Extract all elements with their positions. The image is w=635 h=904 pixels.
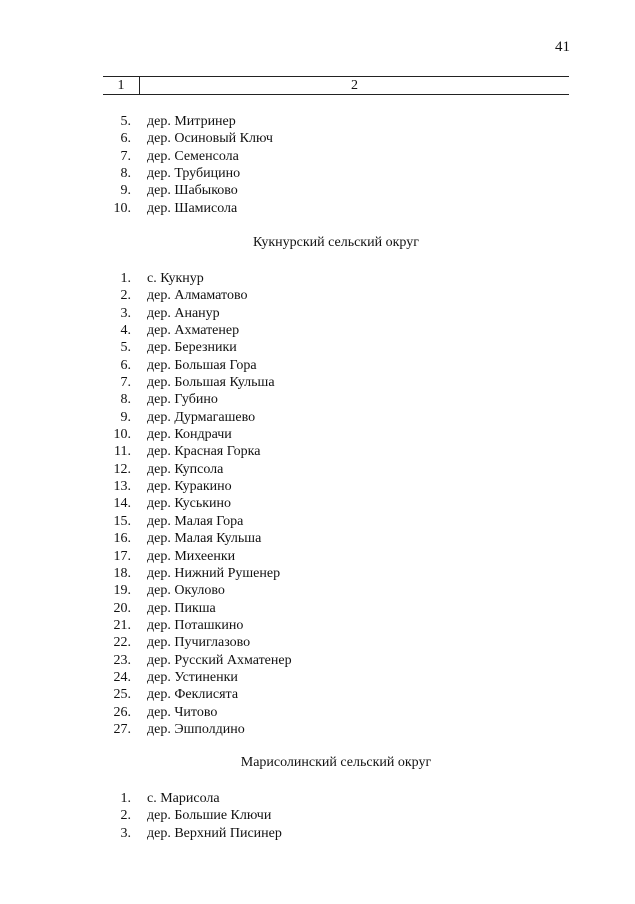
list-item-name: дер. Окулово: [147, 583, 225, 599]
list-item: [105, 200, 273, 217]
list-item: [105, 721, 292, 738]
list-item-number: 19.: [113, 583, 131, 599]
list-item-number: 20.: [113, 600, 131, 616]
list-item-number: 8.: [120, 392, 131, 408]
list-item-number: 27.: [113, 721, 131, 737]
list-item-number: 15.: [113, 513, 131, 529]
table-header-row: [103, 76, 569, 95]
list-item-number: 25.: [113, 687, 131, 703]
list-item-number: 16.: [113, 531, 131, 547]
list-item-name: с. Кукнур: [147, 271, 204, 286]
list-item: [105, 617, 292, 634]
list-item: [105, 148, 273, 165]
list-item: [105, 825, 282, 842]
list-item: [105, 113, 273, 130]
list-item: [105, 287, 292, 304]
list-item-number: 17.: [113, 548, 131, 564]
list-item: [105, 357, 292, 374]
list-item-name: дер. Малая Кульша: [147, 531, 262, 547]
list-item-name: дер. Читово: [147, 704, 218, 720]
list-item-name: дер. Осиновый Ключ: [147, 131, 273, 147]
list-item-number: 14.: [113, 496, 131, 512]
list-item: [105, 790, 282, 807]
section-heading-kuknur: Кукнурский сельский округ: [253, 235, 419, 250]
table-header-col-1: 1: [103, 77, 140, 94]
list-item-number: 7.: [120, 375, 131, 391]
list-item-number: 9.: [120, 183, 131, 199]
list-item-name: дер. Большие Ключи: [147, 808, 272, 824]
list-item: [105, 461, 292, 478]
table-header-col-2: 2: [351, 78, 358, 93]
list-item-number: 6.: [120, 357, 131, 373]
list-item-number: 8.: [120, 166, 131, 182]
list-item-name: дер. Шамисола: [147, 200, 238, 216]
list-item: [105, 478, 292, 495]
list-item-number: 12.: [113, 461, 131, 477]
list-item-number: 1.: [120, 271, 131, 286]
list-item-number: 24.: [113, 669, 131, 685]
list-item-number: 6.: [120, 131, 131, 147]
list-item-number: 2.: [120, 808, 131, 824]
list-item-number: 2.: [120, 288, 131, 304]
list-item-name: дер. Поташкино: [147, 617, 244, 633]
list-item-number: 9.: [120, 409, 131, 425]
list-item-name: дер. Ахматенер: [147, 323, 240, 339]
list-item: [105, 634, 292, 651]
list-item-number: 1.: [120, 791, 131, 806]
list-item-number: 23.: [113, 652, 131, 668]
list-item-number: 3.: [120, 825, 131, 841]
list-item: [105, 652, 292, 669]
list-item: [105, 339, 292, 356]
list-item: [105, 600, 292, 617]
list-item: [105, 130, 273, 147]
list-item-number: 26.: [113, 704, 131, 720]
kuknur-settlement-list: [105, 270, 292, 738]
list-item: [105, 409, 292, 426]
list-item-name: дер. Устиненки: [147, 669, 238, 685]
list-item-name: дер. Купсола: [147, 461, 224, 477]
list-item: [105, 495, 292, 512]
list-item: [105, 270, 292, 287]
list-item-name: дер. Березники: [147, 340, 237, 356]
list-item-name: дер. Пикша: [147, 600, 216, 616]
list-item-number: 7.: [120, 148, 131, 164]
list-item-number: 10.: [113, 200, 131, 216]
list-item-number: 21.: [113, 617, 131, 633]
marisola-settlement-list: [105, 790, 282, 842]
list-item: [105, 305, 292, 322]
list-item-name: дер. Пучиглазово: [147, 635, 251, 651]
list-item-name: дер. Алмаматово: [147, 288, 248, 304]
list-item: [105, 322, 292, 339]
section-heading-marisola: Марисолинский сельский округ: [240, 755, 432, 770]
list-item-number: 11.: [114, 444, 131, 460]
list-item-name: дер. Большая Кульша: [147, 375, 275, 391]
list-item-name: дер. Михеенки: [147, 548, 236, 564]
list-item: [105, 582, 292, 599]
list-item-name: дер. Красная Горка: [147, 444, 261, 460]
list-item: [105, 443, 292, 460]
list-item-name: дер. Куракино: [147, 479, 232, 495]
list-item-name: дер. Трубицино: [147, 166, 241, 182]
list-item-name: дер. Малая Гора: [147, 513, 244, 529]
list-item-name: дер. Митринер: [147, 114, 236, 129]
list-item: [105, 391, 292, 408]
list-item-name: дер. Нижний Рушенер: [147, 565, 281, 581]
list-item: [105, 530, 292, 547]
list-item: [105, 669, 292, 686]
list-item: [105, 704, 292, 721]
list-item-name: дер. Русский Ахматенер: [147, 652, 292, 668]
page-number: 41: [555, 39, 570, 55]
list-item-name: дер. Куськино: [147, 496, 232, 512]
list-item-number: 5.: [120, 340, 131, 356]
list-item: [105, 548, 292, 565]
list-item-name: дер. Губино: [147, 392, 218, 408]
list-item-number: 10.: [113, 427, 131, 443]
list-item: [105, 565, 292, 582]
list-item-number: 3.: [120, 305, 131, 321]
list-item: [105, 513, 292, 530]
list-item-name: дер. Верхний Писинер: [147, 825, 282, 841]
list-item-number: 4.: [120, 323, 131, 339]
list-item-name: дер. Семенсола: [147, 148, 239, 164]
list-item: [105, 374, 292, 391]
list-item: [105, 165, 273, 182]
continued-settlement-list: [105, 113, 273, 217]
list-item: [105, 807, 282, 824]
list-item-name: дер. Кондрачи: [147, 427, 232, 443]
list-item-name: дер. Большая Гора: [147, 357, 257, 373]
list-item-name: дер. Шабыково: [147, 183, 238, 199]
list-item-number: 13.: [113, 479, 131, 495]
list-item-name: дер. Эшполдино: [147, 721, 245, 737]
list-item-name: дер. Дурмагашево: [147, 409, 256, 425]
list-item-number: 5.: [120, 114, 131, 129]
list-item: [105, 182, 273, 199]
list-item-name: дер. Ананур: [147, 305, 220, 321]
list-item-name: с. Марисола: [147, 791, 220, 806]
list-item-number: 18.: [113, 565, 131, 581]
list-item-name: дер. Феклисята: [147, 687, 239, 703]
list-item: [105, 686, 292, 703]
list-item: [105, 426, 292, 443]
list-item-number: 22.: [113, 635, 131, 651]
